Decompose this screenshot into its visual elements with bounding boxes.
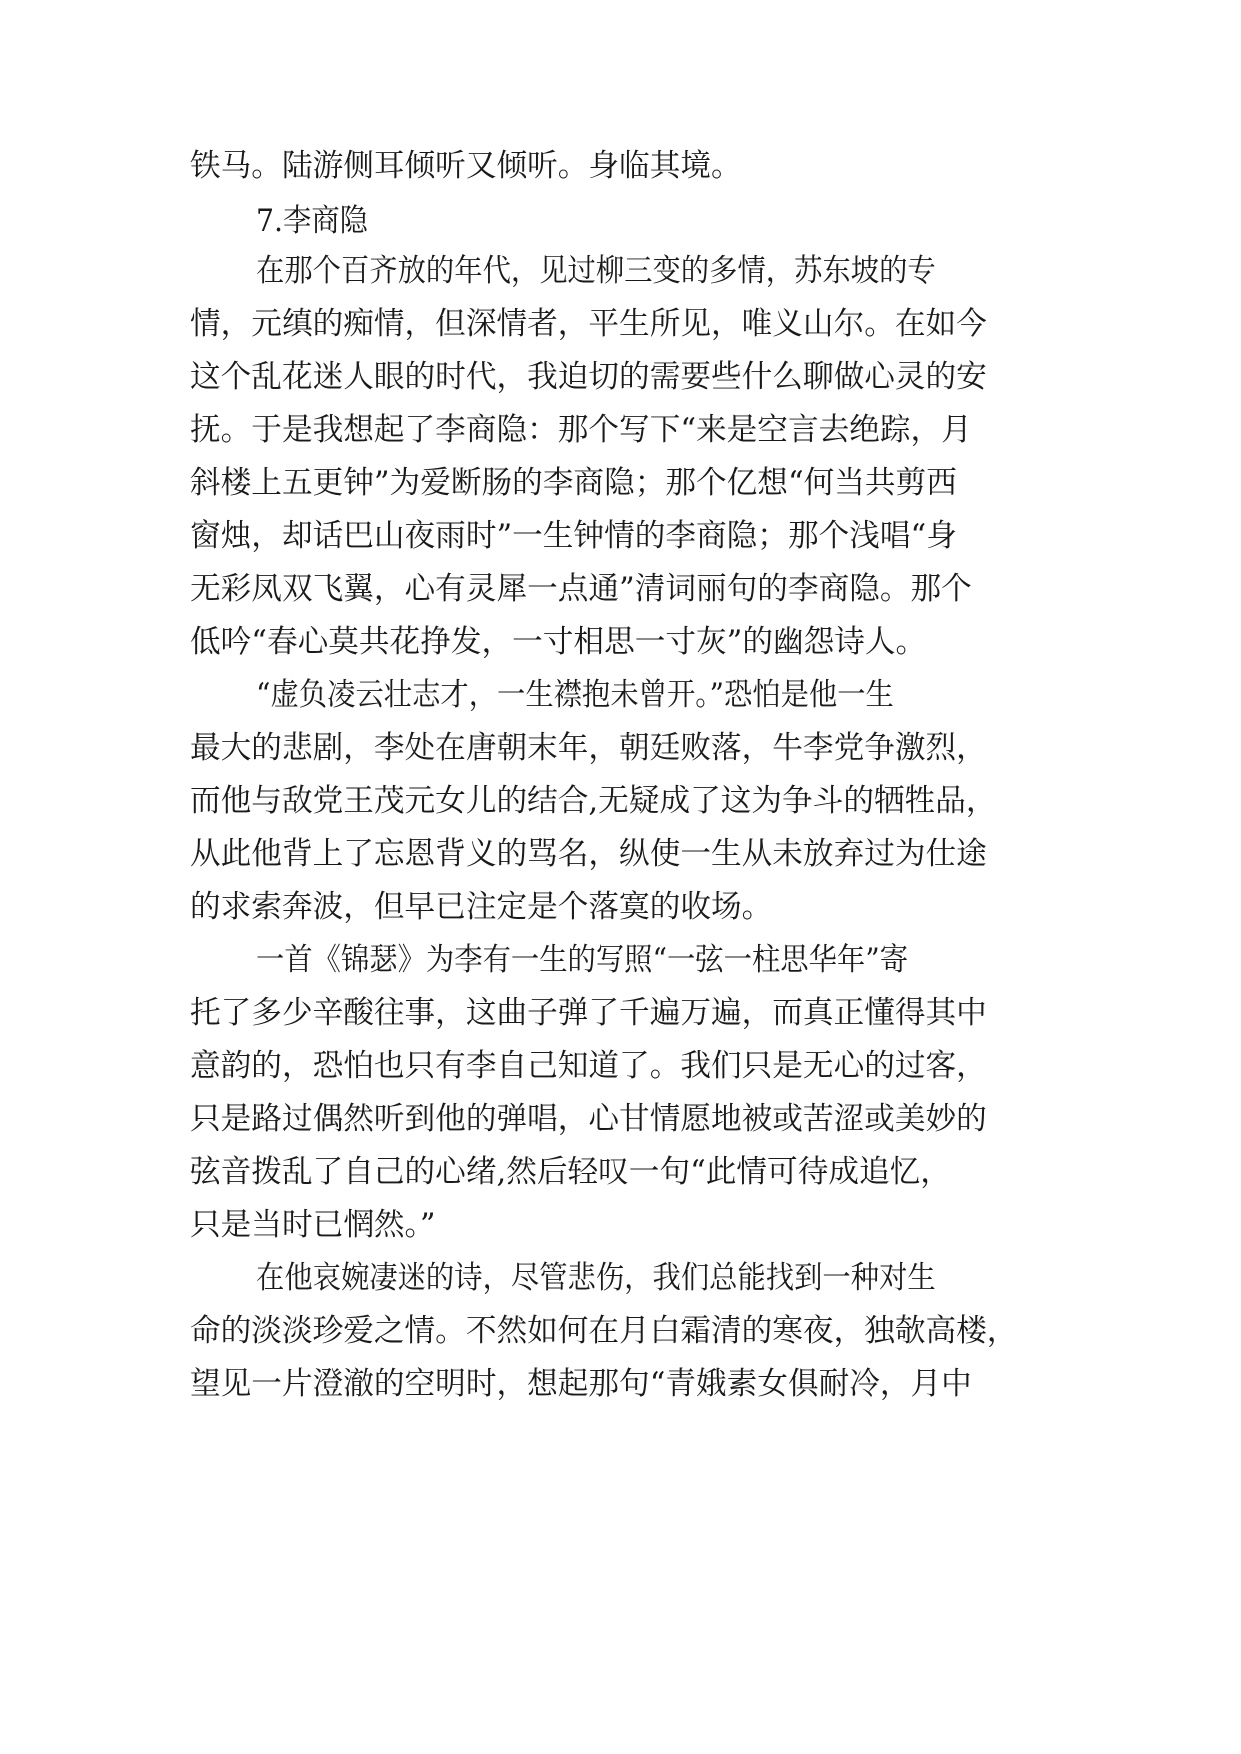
text-line-24: 望见一片澄澈的空明时，想起那句“青娥素女俱耐冷，月中 bbox=[190, 1366, 972, 1402]
text-line-22: 在他哀婉凄迷的诗，尽管悲伤，我们总能找到一种对生 bbox=[256, 1260, 936, 1296]
text-line-13: 而他与敌党王茂元女儿的结合,无疑成了这为争斗的牺牲品， bbox=[190, 783, 997, 819]
text-line-14: 从此他背上了忘恩背义的骂名，纵使一生从未放弃过为仕途 bbox=[190, 836, 987, 872]
text-line-18: 意韵的，恐怕也只有李自己知道了。我们只是无心的过客， bbox=[190, 1048, 987, 1084]
text-line-19: 只是路过偶然听到他的弹唱，心甘情愿地被或苦涩或美妙的 bbox=[190, 1101, 987, 1137]
text-line-9: 无彩凤双飞翼，心有灵犀一点通”清词丽句的李商隐。那个 bbox=[190, 571, 972, 607]
text-line-11: “虚负凌云壮志才，一生襟抱未曾开。”恐怕是他一生 bbox=[256, 677, 894, 713]
text-line-7: 斜楼上五更钟”为爱断肠的李商隐；那个亿想“何当共剪西 bbox=[190, 465, 957, 501]
text-line-4: 情，元缜的痴情，但深情者，平生所见，唯义山尔。在如今 bbox=[190, 306, 987, 342]
text-line-6: 抚。于是我想起了李商隐：那个写下“来是空言去绝踪，月 bbox=[190, 412, 972, 448]
text-line-3: 在那个百齐放的年代，见过柳三变的多情，苏东坡的专 bbox=[256, 253, 936, 289]
text-line-5: 这个乱花迷人眼的时代，我迫切的需要些什么聊做心灵的安 bbox=[190, 359, 987, 395]
section-heading: 7.李商隐 bbox=[256, 203, 368, 239]
text-line-10: 低吟“春心莫共花挣发，一寸相思一寸灰”的幽怨诗人。 bbox=[190, 624, 927, 660]
text-line-8: 窗烛，却话巴山夜雨时”一生钟情的李商隐；那个浅唱“身 bbox=[190, 518, 957, 554]
text-line-17: 托了多少辛酸往事，这曲子弹了千遍万遍，而真正懂得其中 bbox=[190, 995, 987, 1031]
text-line-21: 只是当时已惘然。” bbox=[190, 1207, 436, 1243]
text-line-23: 命的淡淡珍爱之情。不然如何在月白霜清的寒夜，独欹高楼， bbox=[190, 1313, 1018, 1349]
text-line-16: 一首《锦瑟》为李有一生的写照“一弦一柱思华年”寄 bbox=[256, 942, 909, 978]
text-line-1: 铁马。陆游侧耳倾听又倾听。身临其境。 bbox=[190, 148, 742, 184]
text-line-15: 的求索奔波，但早已注定是个落寞的收场。 bbox=[190, 889, 773, 925]
text-line-12: 最大的悲剧，李处在唐朝末年，朝廷败落，牛李党争激烈， bbox=[190, 730, 987, 766]
text-line-20: 弦音拨乱了自己的心绪,然后轻叹一句“此情可待成追忆， bbox=[190, 1154, 951, 1190]
